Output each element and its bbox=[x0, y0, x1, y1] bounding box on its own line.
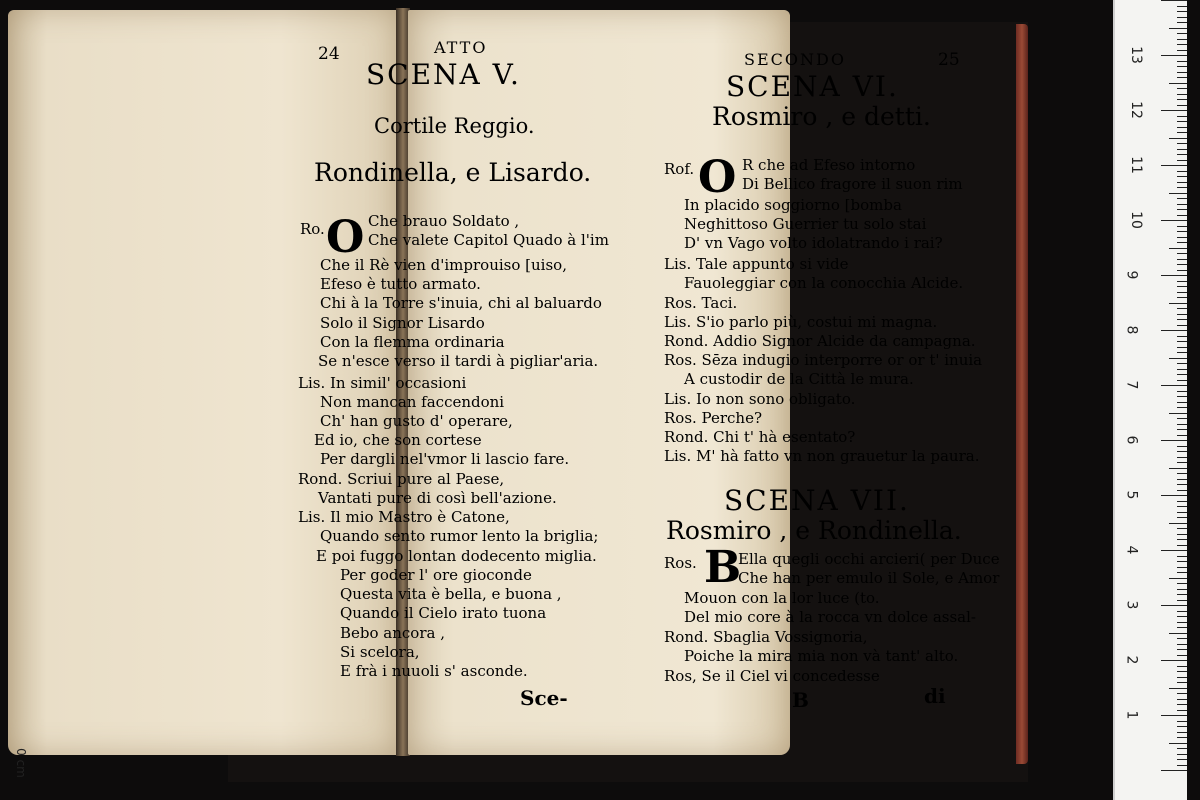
ruler-tick bbox=[1169, 248, 1187, 249]
ruler-tick bbox=[1177, 391, 1187, 392]
ruler-tick bbox=[1177, 242, 1187, 243]
ruler-tick bbox=[1177, 677, 1187, 678]
ruler-tick bbox=[1177, 451, 1187, 452]
text-line: Ch' han gusto d' operare, bbox=[320, 412, 513, 430]
left-drop-cap: O bbox=[326, 212, 365, 263]
ruler-tick bbox=[1177, 666, 1187, 667]
text-line: Ros, Se il Ciel vi concedesse bbox=[664, 667, 880, 685]
text-line: D' vn Vago volto idolatrando i rai? bbox=[684, 234, 943, 252]
ruler-tick bbox=[1177, 308, 1187, 309]
ruler-tick bbox=[1177, 314, 1187, 315]
ruler-tick bbox=[1169, 743, 1187, 744]
text-line: Bebo ancora , bbox=[340, 624, 445, 642]
ruler-tick bbox=[1161, 385, 1187, 386]
ruler-tick bbox=[1177, 616, 1187, 617]
ruler-tick bbox=[1177, 286, 1187, 287]
text-line: Lis. Tale appunto si vide bbox=[664, 255, 849, 273]
ruler-tick bbox=[1169, 578, 1187, 579]
right-running-head: SECONDO bbox=[744, 50, 846, 69]
right-drop-cap-b: B bbox=[704, 542, 742, 593]
text-line: Poiche la mira mia non và tant' alto. bbox=[684, 647, 959, 665]
ruler-tick bbox=[1161, 330, 1187, 331]
text-line: Vantati pure di così bell'azione. bbox=[318, 489, 557, 507]
text-line: Solo il Signor Lisardo bbox=[320, 314, 485, 332]
ruler-tick bbox=[1177, 176, 1187, 177]
ruler-tick bbox=[1177, 429, 1187, 430]
ruler-tick bbox=[1177, 622, 1187, 623]
ruler-tick bbox=[1177, 374, 1187, 375]
text-line: Fauoleggiar con la conocchia Alcide. bbox=[684, 274, 964, 292]
ruler-tick bbox=[1177, 594, 1187, 595]
ruler-tick bbox=[1177, 363, 1187, 364]
ruler-tick bbox=[1177, 336, 1187, 337]
ruler-tick bbox=[1177, 270, 1187, 271]
ruler-tick bbox=[1177, 528, 1187, 529]
right-page-number: 25 bbox=[938, 50, 960, 70]
ruler-tick bbox=[1177, 704, 1187, 705]
ruler-tick bbox=[1177, 99, 1187, 100]
ruler-tick bbox=[1177, 226, 1187, 227]
text-line: Che brauo Soldato , bbox=[368, 212, 520, 230]
ruler-number: 1 bbox=[1123, 710, 1140, 720]
text-line: Rond. Addio Signor Alcide da campagna. bbox=[664, 332, 976, 350]
ruler-number: 10 bbox=[1127, 211, 1144, 229]
ruler-tick bbox=[1177, 424, 1187, 425]
ruler-tick bbox=[1161, 605, 1187, 606]
ruler-tick bbox=[1161, 275, 1187, 276]
ruler-tick bbox=[1177, 561, 1187, 562]
ruler-tick bbox=[1169, 193, 1187, 194]
ruler-tick bbox=[1177, 17, 1187, 18]
ruler-tick bbox=[1177, 325, 1187, 326]
text-line: Mouon con la lor luce (to. bbox=[684, 589, 880, 607]
ruler-tick bbox=[1177, 160, 1187, 161]
ruler-tick bbox=[1177, 583, 1187, 584]
text-line: Rond. Scriui pure al Paese, bbox=[298, 470, 505, 488]
ruler-tick bbox=[1177, 292, 1187, 293]
ruler-number: 11 bbox=[1127, 156, 1144, 174]
ruler-number: 4 bbox=[1123, 545, 1140, 555]
text-line: E frà i nuuoli s' asconde. bbox=[340, 662, 528, 680]
scene-6-characters: Rosmiro , e detti. bbox=[712, 102, 931, 131]
ruler-tick bbox=[1177, 517, 1187, 518]
ruler-tick bbox=[1177, 759, 1187, 760]
ruler-tick bbox=[1177, 297, 1187, 298]
ruler-tick bbox=[1177, 264, 1187, 265]
ruler-number: 9 bbox=[1123, 270, 1140, 280]
ruler-tick bbox=[1169, 138, 1187, 139]
ruler-tick bbox=[1177, 732, 1187, 733]
ruler-tick bbox=[1177, 209, 1187, 210]
ruler-tick bbox=[1169, 303, 1187, 304]
ruler-tick bbox=[1161, 495, 1187, 496]
ruler-tick bbox=[1177, 682, 1187, 683]
ruler-tick bbox=[1177, 589, 1187, 590]
ruler-tick bbox=[1177, 710, 1187, 711]
ruler-tick bbox=[1177, 50, 1187, 51]
ruler-tick bbox=[1177, 11, 1187, 12]
text-line: Lis. Il mio Mastro è Catone, bbox=[298, 508, 510, 526]
left-page-number: 24 bbox=[318, 44, 340, 64]
ruler-tick bbox=[1177, 418, 1187, 419]
ruler-tick bbox=[1177, 644, 1187, 645]
ruler-tick bbox=[1177, 61, 1187, 62]
ruler-tick bbox=[1177, 655, 1187, 656]
ruler-tick bbox=[1177, 352, 1187, 353]
text-line: Del mio core à la rocca vn dolce assal- bbox=[684, 608, 976, 626]
ruler-tick bbox=[1177, 748, 1187, 749]
ruler-tick bbox=[1177, 539, 1187, 540]
measuring-ruler bbox=[1113, 0, 1187, 800]
ruler-tick bbox=[1177, 611, 1187, 612]
ruler-tick bbox=[1177, 187, 1187, 188]
ruler-tick bbox=[1161, 440, 1187, 441]
ruler-tick bbox=[1177, 154, 1187, 155]
ruler-tick bbox=[1177, 182, 1187, 183]
ruler-tick bbox=[1177, 253, 1187, 254]
ruler-tick bbox=[1177, 693, 1187, 694]
ruler-tick bbox=[1169, 83, 1187, 84]
ruler-tick bbox=[1177, 512, 1187, 513]
text-line: Ros. Taci. bbox=[664, 294, 738, 312]
ruler-number: 13 bbox=[1127, 46, 1144, 64]
text-line: Quando il Cielo irato tuona bbox=[340, 604, 547, 622]
ruler-unit-label: 0 cm bbox=[13, 748, 28, 778]
ruler-tick bbox=[1161, 550, 1187, 551]
ruler-tick bbox=[1177, 347, 1187, 348]
ruler-tick bbox=[1177, 6, 1187, 7]
ruler-tick bbox=[1177, 121, 1187, 122]
ruler-tick bbox=[1177, 116, 1187, 117]
ruler-tick bbox=[1177, 22, 1187, 23]
text-line: Lis. In simil' occasioni bbox=[298, 374, 467, 392]
ruler-tick bbox=[1177, 88, 1187, 89]
ruler-tick bbox=[1177, 446, 1187, 447]
scene-7-title: SCENA VII. bbox=[724, 484, 910, 517]
ruler-tick bbox=[1177, 66, 1187, 67]
ruler-number: 5 bbox=[1123, 490, 1140, 500]
ruler-tick bbox=[1177, 198, 1187, 199]
ruler-tick bbox=[1177, 171, 1187, 172]
ruler-tick bbox=[1161, 165, 1187, 166]
text-line: Che han per emulo il Sole, e Amor bbox=[738, 569, 1000, 587]
ruler-tick bbox=[1169, 633, 1187, 634]
text-line: A custodir de la Città le mura. bbox=[684, 370, 914, 388]
ruler-number: 8 bbox=[1123, 325, 1140, 335]
text-line: R che ad Efeso intorno bbox=[742, 156, 916, 174]
text-line: Questa vita è bella, e buona , bbox=[340, 585, 562, 603]
ruler-tick bbox=[1161, 220, 1187, 221]
ruler-number: 3 bbox=[1123, 600, 1140, 610]
text-line: Lis. M' hà fatto vn non grauetur la paura. bbox=[664, 447, 980, 465]
ruler-tick bbox=[1161, 55, 1187, 56]
ruler-tick bbox=[1177, 462, 1187, 463]
text-line: Rond. Chi t' hà esentato? bbox=[664, 428, 856, 446]
ruler-tick bbox=[1177, 149, 1187, 150]
text-line: Ros. Sēza indugio interporre or or t' inuia bbox=[664, 351, 983, 369]
right-drop-cap-o: O bbox=[698, 152, 737, 203]
text-line: Ros. bbox=[664, 554, 697, 572]
ruler-tick bbox=[1177, 369, 1187, 370]
text-line: Per dargli nel'vmor li lascio fare. bbox=[320, 450, 570, 468]
ruler-tick bbox=[1177, 281, 1187, 282]
ruler-tick bbox=[1177, 77, 1187, 78]
ruler-tick bbox=[1177, 506, 1187, 507]
ruler-number: 6 bbox=[1123, 435, 1140, 445]
ruler-tick bbox=[1177, 231, 1187, 232]
ruler-tick bbox=[1177, 545, 1187, 546]
ruler-tick bbox=[1169, 28, 1187, 29]
ruler-tick bbox=[1177, 671, 1187, 672]
text-line: Con la flemma ordinaria bbox=[320, 333, 505, 351]
text-line: Rof. bbox=[664, 160, 695, 178]
ruler-tick bbox=[1177, 567, 1187, 568]
text-line: Per goder l' ore gioconde bbox=[340, 566, 532, 584]
text-line: Se n'esce verso il tardi à pigliar'aria. bbox=[318, 352, 599, 370]
text-line: Lis. S'io parlo più, costui mi magna. bbox=[664, 313, 938, 331]
ruler-tick bbox=[1177, 407, 1187, 408]
scene-5-title: SCENA V. bbox=[366, 58, 521, 91]
ruler-tick bbox=[1177, 319, 1187, 320]
ruler-tick bbox=[1177, 726, 1187, 727]
ruler-tick bbox=[1177, 479, 1187, 480]
ruler-tick bbox=[1177, 501, 1187, 502]
ruler-tick bbox=[1177, 556, 1187, 557]
ruler-tick bbox=[1177, 132, 1187, 133]
ruler-tick bbox=[1177, 600, 1187, 601]
ruler-tick bbox=[1177, 627, 1187, 628]
scene-7-characters: Rosmiro , e Rondinella. bbox=[666, 516, 962, 545]
text-line: Quando sento rumor lento la briglia; bbox=[320, 527, 599, 545]
ruler-tick bbox=[1169, 468, 1187, 469]
text-line: E poi fuggo lontan dodecento miglia. bbox=[316, 547, 597, 565]
scene-5-setting: Cortile Reggio. bbox=[374, 114, 535, 138]
ruler-tick bbox=[1169, 413, 1187, 414]
text-line: Neghittoso Guerrier tu solo stai bbox=[684, 215, 927, 233]
ruler-tick bbox=[1177, 105, 1187, 106]
ruler-tick bbox=[1161, 0, 1187, 1]
ruler-tick bbox=[1177, 754, 1187, 755]
ruler-tick bbox=[1177, 402, 1187, 403]
ruler-tick bbox=[1177, 490, 1187, 491]
text-line: Ro. bbox=[300, 220, 325, 238]
ruler-tick bbox=[1177, 44, 1187, 45]
ruler-tick bbox=[1177, 572, 1187, 573]
ruler-tick bbox=[1161, 715, 1187, 716]
ruler-tick bbox=[1161, 770, 1187, 771]
ruler-tick bbox=[1177, 473, 1187, 474]
ruler-tick bbox=[1177, 699, 1187, 700]
text-line: Rond. Sbaglia Vossignoria, bbox=[664, 628, 868, 646]
text-line: Che valete Capitol Quado à l'im bbox=[368, 231, 609, 249]
ruler-tick bbox=[1177, 765, 1187, 766]
ruler-tick bbox=[1177, 457, 1187, 458]
left-running-head: ATTO bbox=[434, 38, 488, 57]
text-line: Che il Rè vien d'improuiso [uiso, bbox=[320, 256, 567, 274]
ruler-tick bbox=[1177, 534, 1187, 535]
ruler-tick bbox=[1177, 721, 1187, 722]
ruler-tick bbox=[1177, 127, 1187, 128]
scene-5-characters: Rondinella, e Lisardo. bbox=[314, 158, 592, 187]
text-line: Si scelora, bbox=[340, 643, 420, 661]
ruler-tick bbox=[1177, 143, 1187, 144]
text-line: Chi à la Torre s'inuia, chi al baluardo bbox=[320, 294, 602, 312]
ruler-tick bbox=[1177, 341, 1187, 342]
ruler-tick bbox=[1169, 688, 1187, 689]
text-line: Ed io, che son cortese bbox=[314, 431, 482, 449]
left-catchword: Sce- bbox=[520, 686, 568, 710]
text-line: Lis. Io non sono obligato. bbox=[664, 390, 856, 408]
ruler-tick bbox=[1177, 484, 1187, 485]
text-line: Ros. Perche? bbox=[664, 409, 763, 427]
ruler-tick bbox=[1177, 39, 1187, 40]
ruler-tick bbox=[1177, 237, 1187, 238]
ruler-tick bbox=[1177, 94, 1187, 95]
ruler-tick bbox=[1161, 660, 1187, 661]
text-line: Di Bellico fragore il suon rim bbox=[742, 175, 963, 193]
ruler-number: 12 bbox=[1127, 101, 1144, 119]
right-catchword: di bbox=[924, 684, 946, 708]
ruler-tick bbox=[1177, 33, 1187, 34]
ruler-tick bbox=[1177, 435, 1187, 436]
ruler-tick bbox=[1177, 380, 1187, 381]
book-edge bbox=[1016, 24, 1028, 764]
scene-6-title: SCENA VI. bbox=[726, 70, 899, 103]
ruler-tick bbox=[1169, 358, 1187, 359]
text-line: Efeso è tutto armato. bbox=[320, 275, 481, 293]
ruler-number: 7 bbox=[1123, 380, 1140, 390]
ruler-tick bbox=[1177, 638, 1187, 639]
ruler-tick bbox=[1177, 215, 1187, 216]
ruler-tick bbox=[1177, 649, 1187, 650]
ruler-number: 2 bbox=[1123, 655, 1140, 665]
text-line: Ella quegli occhi arcieri( per Duce bbox=[738, 550, 1000, 568]
ruler-tick bbox=[1169, 523, 1187, 524]
ruler-tick bbox=[1177, 204, 1187, 205]
ruler-tick bbox=[1161, 110, 1187, 111]
text-line: In placido soggiorno [bomba bbox=[684, 196, 902, 214]
ruler-tick bbox=[1177, 737, 1187, 738]
text-line: Non mancan faccendoni bbox=[320, 393, 505, 411]
ruler-tick bbox=[1177, 72, 1187, 73]
signature-mark: B bbox=[792, 688, 809, 712]
ruler-tick bbox=[1177, 396, 1187, 397]
ruler-tick bbox=[1177, 259, 1187, 260]
